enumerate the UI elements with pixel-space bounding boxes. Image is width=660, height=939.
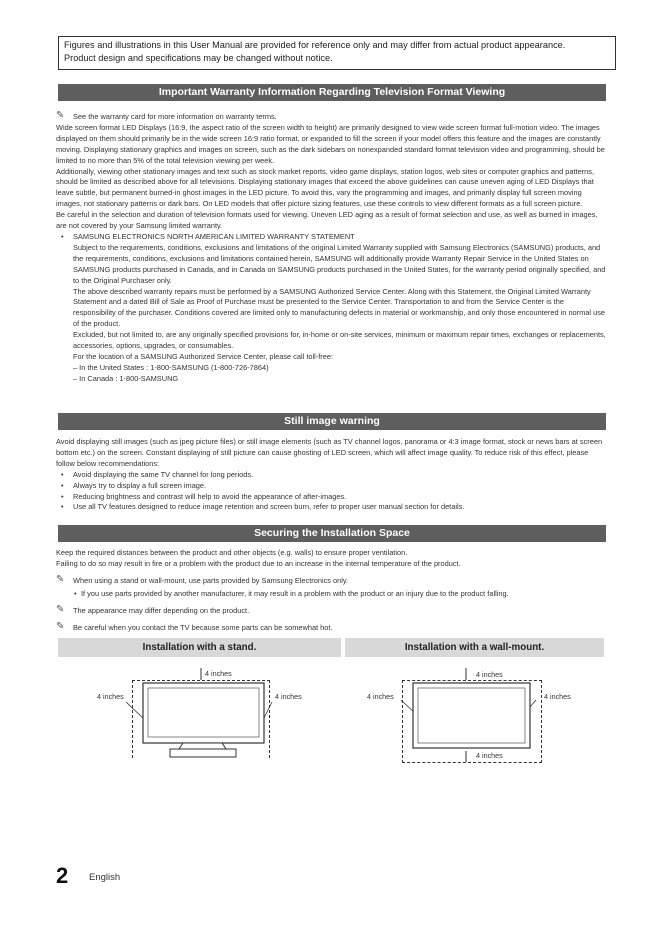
warranty-statement-bullet: • SAMSUNG ELECTRONICS NORTH AMERICAN LIMITED WARRANTY STATEMENT xyxy=(56,232,606,243)
stand-right-distance-label: 4 inches xyxy=(275,692,302,701)
still-image-intro: Avoid displaying still images (such as jpeg picture files) or still image elements (such as TV channel logos, panorama or 4:3 image format, stock or news bars at screen bottom etc.) on the screen. Constant displaying of still picture can cause ghosting of LED screen, which will affect image quality. To reduce risk of this effect, please follow below recommendations: xyxy=(56,437,603,468)
installation-note-2-text: The appearance may differ depending on the product. xyxy=(73,606,250,615)
wall-left-distance-label: 4 inches xyxy=(367,692,394,701)
still-image-item: • Reducing brightness and contrast will help to avoid the appearance of after-images. xyxy=(56,492,606,503)
page-number: 2 xyxy=(56,863,69,888)
installation-note-1-text: When using a stand or wall-mount, use parts provided by Samsung Electronics only. xyxy=(73,576,349,585)
still-image-item: • Always try to display a full screen image. xyxy=(56,481,606,492)
installation-paragraph-1: Keep the required distances between the product and other objects (e.g. walls) to ensure proper ventilation. xyxy=(56,548,408,557)
note-pencil-icon: ✎ xyxy=(56,604,65,615)
warranty-statement-paragraph-2: The above described warranty repairs must be performed by a SAMSUNG Authorized Service Center. Along with this Statement, the Original Limited Warranty Statement and a dated Bill of Sale as Proof of Purchase must be presented to the Service Center. Transportation to and from the Service Center is the responsibility of the purchaser. Conditions covered are limited only to manufacturing defects in material or workmanship, and only those encountered in normal use of the product. xyxy=(73,286,605,329)
page-language: English xyxy=(89,872,121,883)
note-pencil-icon: ✎ xyxy=(56,110,65,121)
tv-screen xyxy=(148,688,259,737)
warranty-phone-canada: – In Canada : 1-800-SAMSUNG xyxy=(73,373,179,383)
warranty-statement-paragraph-4: For the location of a SAMSUNG Authorized Service Center, please call toll-free: xyxy=(73,351,334,361)
left-clearance-leader xyxy=(126,702,143,718)
wall-bottom-distance-label: 4 inches xyxy=(476,751,503,760)
warranty-section-title: Important Warranty Information Regarding Television Format Viewing xyxy=(58,84,606,101)
note-pencil-icon: ✎ xyxy=(56,621,65,632)
wall-top-distance-label: 4 inches xyxy=(476,670,503,679)
still-image-item: • Use all TV features designed to reduce image retention and screen burn, refer to proper user manual section for details. xyxy=(56,502,606,513)
installation-section-title: Securing the Installation Space xyxy=(58,525,606,542)
installation-sub-bullet-text: • If you use parts provided by another manufacturer, it may result in a problem with the product or an injury due to the product falling. xyxy=(56,589,606,600)
warranty-statement-paragraph-3: Excluded, but not limited to, are any originally specified provisions for, in-home or on-site services, minimum or maximum repair times, exchanges or replacements, accessories, options, upgrades, or consumables. xyxy=(73,330,606,351)
still-image-item: • Avoid displaying the same TV channel for long periods. xyxy=(56,470,606,481)
warranty-paragraph-3: Be careful in the selection and duration of television formats used for viewing. Uneven LED aging as a result of format selection and use, as well as burned in images, are not covered by your Samsung limited warranty. xyxy=(56,210,598,231)
wall-clearance-outline xyxy=(402,680,542,763)
wall-right-distance-label: 4 inches xyxy=(544,692,571,701)
still-image-section-title: Still image warning xyxy=(58,413,606,430)
disclaimer-line-2: Product design and specifications may be changed without notice. xyxy=(64,53,333,63)
note-pencil-icon: ✎ xyxy=(56,574,65,585)
warranty-phone-us: – In the United States : 1-800-SAMSUNG (1-800-726-7864) xyxy=(73,362,269,372)
tv-stand-base xyxy=(170,749,236,757)
stand-top-distance-label: 4 inches xyxy=(205,669,232,678)
installation-note-3-text: Be careful when you contact the TV because some parts can be somewhat hot. xyxy=(73,623,333,632)
warranty-statement-paragraph-1: Subject to the requirements, conditions, exclusions and limitations of the original Limited Warranty supplied with Samsung Electronics (SAMSUNG) products, and the requirements, conditions, exclusions and limitations contained herein, SAMSUNG will additionally provide Warranty Repair Service in the United States on SAMSUNG products purchased in Canada, and in Canada on SAMSUNG products purchased in the United States, for the warranty period originally specified, and to the Original Purchaser only. xyxy=(73,242,606,285)
warranty-paragraph-1: Wide screen format LED Displays (16:9, the aspect ratio of the screen width to height) are primarily designed to view wide screen format full-motion video. The images displayed on them should primarily be in the wide screen 16:9 ratio format, or expanded to fill the screen if your model offers this feature and the images are constantly moving. Displaying stationary graphics and images on screen, such as the dark sidebars on nonexpanded standard format television video and programming, should be limited to no more than 5% of the total television viewing per week. xyxy=(56,122,605,165)
installation-paragraph-2: Failing to do so may result in fire or a problem with the product due to an increase in the internal temperature of the product. xyxy=(56,558,461,568)
warranty-note-text: See the warranty card for more information on warranty terms. xyxy=(73,112,277,121)
right-clearance-leader xyxy=(264,702,272,718)
tv-stand-neck xyxy=(179,743,226,749)
disclaimer-line-1: Figures and illustrations in this User Manual are provided for reference only and may differ from actual product appearance. xyxy=(64,40,566,50)
warranty-paragraph-2: Additionally, viewing other stationary images and text such as stock market reports, video game displays, station logos, web sites or computer graphics and patterns, should be limited as described above for all televisions. Displaying stationary images that exceed the above guidelines can cause uneven aging of LED Displays that leave subtle, but permanent burned-in ghost images in the LED picture. To avoid this, vary the programming and images, and primarily display full screen moving images, not stationary patterns or dark bars. On LED models that offer picture sizing features, use these controls to view different formats as a full screen picture. xyxy=(56,166,595,209)
wall-mount-column-header: Installation with a wall-mount. xyxy=(345,638,604,657)
stand-column-header: Installation with a stand. xyxy=(58,638,341,657)
stand-left-distance-label: 4 inches xyxy=(97,692,124,701)
